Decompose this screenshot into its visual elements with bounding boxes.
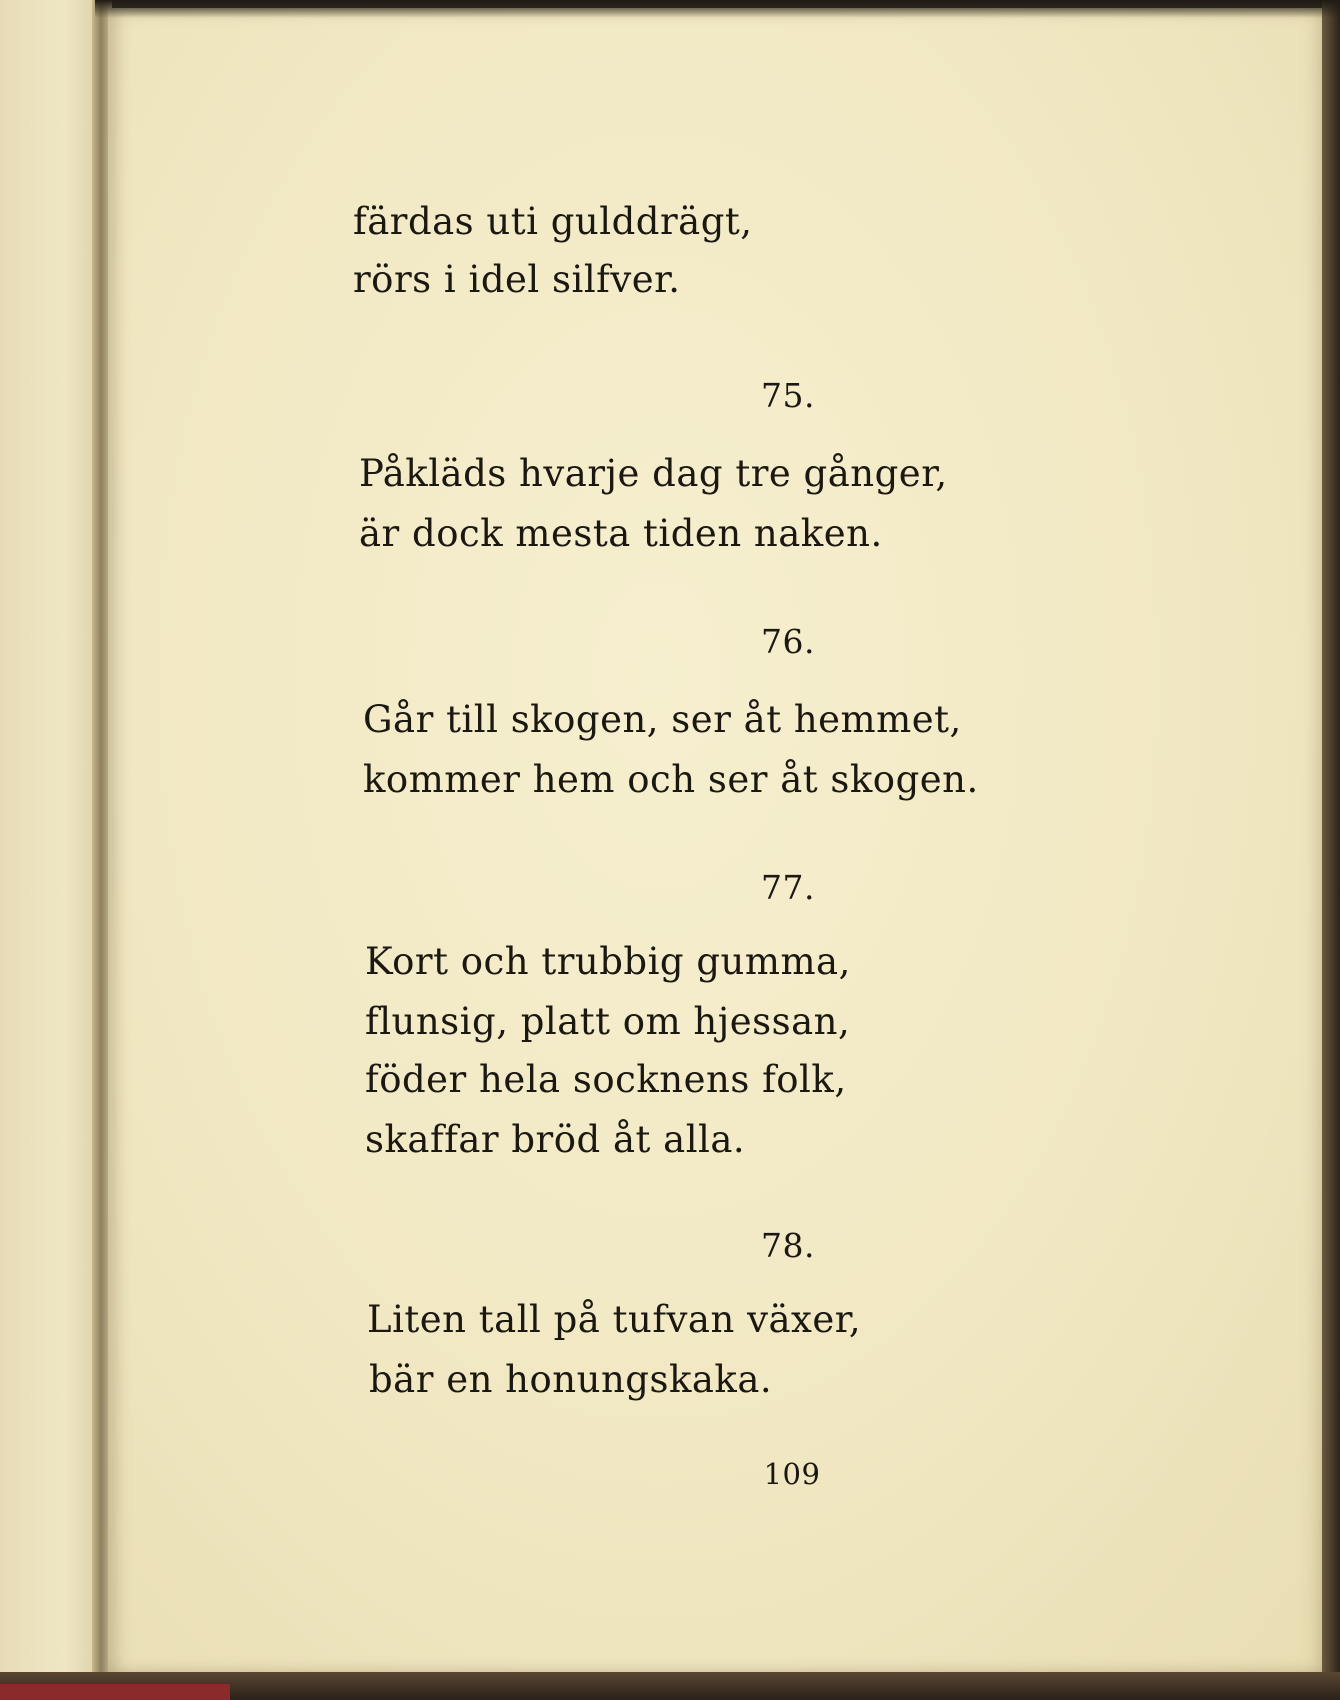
text-line: kommer hem och ser åt skogen. <box>363 758 979 801</box>
text-line: Går till skogen, ser åt hemmet, <box>363 698 962 741</box>
text-line: bär en honungskaka. <box>369 1358 773 1401</box>
riddle-number: 78. <box>761 1226 815 1265</box>
riddle-number: 77. <box>761 868 815 907</box>
text-line: färdas uti gulddrägt, <box>353 200 753 243</box>
top-shadow <box>95 0 1340 18</box>
text-line: föder hela socknens folk, <box>365 1058 847 1101</box>
text-line: Liten tall på tufvan växer, <box>367 1298 862 1341</box>
riddle-number: 75. <box>761 376 815 415</box>
text-line: flunsig, platt om hjessan, <box>365 1000 851 1043</box>
riddle-number: 76. <box>761 622 815 661</box>
page-number: 109 <box>763 1457 821 1491</box>
text-line: rörs i idel silfver. <box>353 258 681 301</box>
text-line: Kort och trubbig gumma, <box>365 940 851 983</box>
text-line: skaffar bröd åt alla. <box>365 1118 746 1161</box>
text-line: är dock mesta tiden naken. <box>359 512 883 555</box>
text-line: Påkläds hvarje dag tre gånger, <box>359 452 948 495</box>
book-page <box>108 8 1330 1676</box>
right-cover-edge <box>1322 0 1340 1700</box>
bottom-red-binding <box>0 1684 230 1700</box>
